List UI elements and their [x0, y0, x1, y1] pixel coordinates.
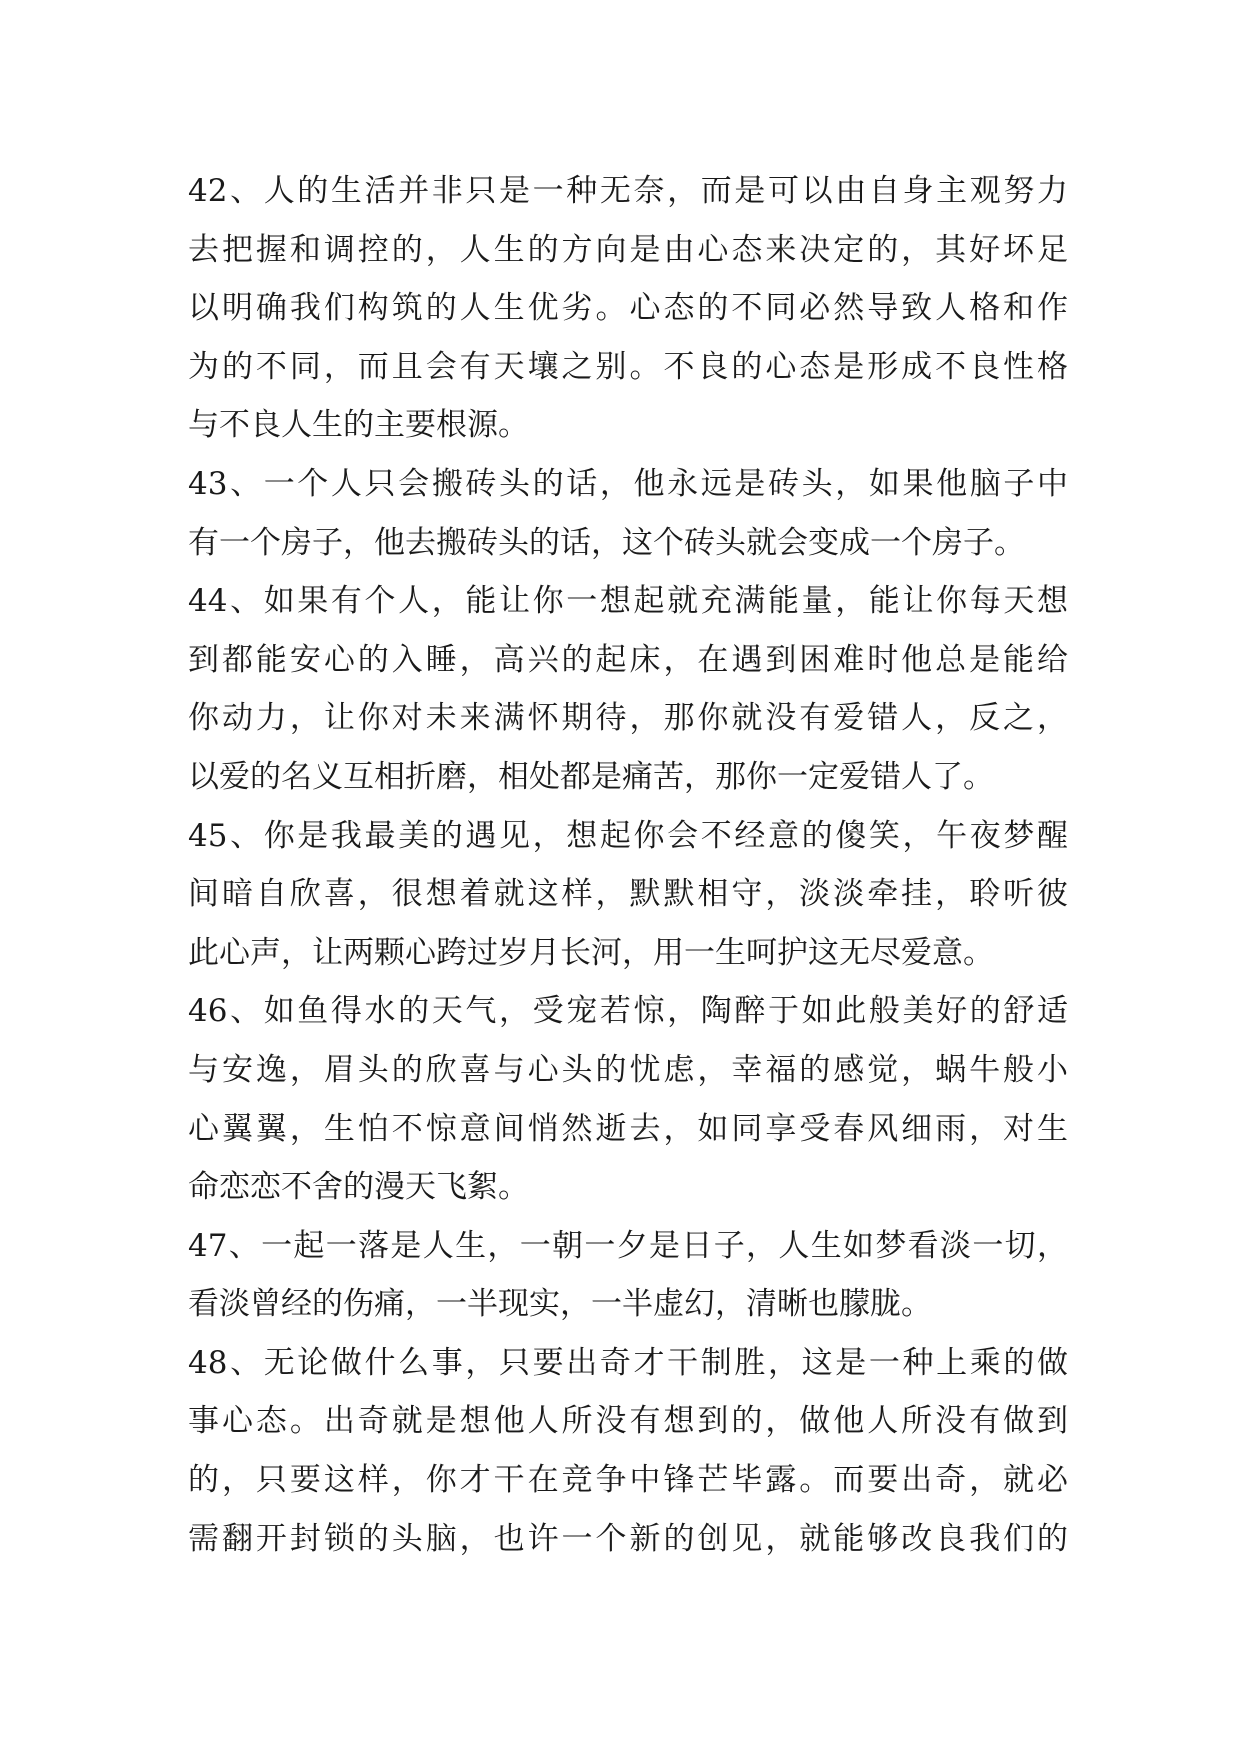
paragraph-43: [188, 455, 1068, 572]
text-line: 43、一个人只会搬砖头的话，他永远是砖头，如果他脑子中: [188, 465, 1068, 502]
text-line: 为的不同，而且会有天壤之别。不良的心态是形成不良性格: [188, 348, 1068, 385]
text-line: 去把握和调控的，人生的方向是由心态来决定的，其好坏足: [188, 231, 1068, 268]
text-line: 心翼翼，生怕不惊意间悄然逝去，如同享受春风细雨，对生: [188, 1110, 1068, 1147]
text-line: 事心态。出奇就是想他人所没有想到的，做他人所没有做到: [188, 1403, 1068, 1440]
text-line: 以爱的名义互相折磨，相处都是痛苦，那你一定爱错人了。: [188, 758, 994, 795]
paragraph-45: [188, 807, 1068, 983]
paragraph-44: [188, 572, 1068, 806]
text-line: 此心声，让两颗心跨过岁月长河，用一生呵护这无尽爱意。: [188, 934, 994, 971]
text-line: 命恋恋不舍的漫天飞絮。: [188, 1169, 529, 1206]
text-line: 以明确我们构筑的人生优劣。心态的不同必然导致人格和作: [188, 290, 1068, 327]
text-line: 需翻开封锁的头脑，也许一个新的创见，就能够改良我们的: [188, 1520, 1068, 1557]
paragraph-47: [188, 1217, 1068, 1334]
text-line: 与不良人生的主要根源。: [188, 407, 529, 444]
text-line: 你动力，让你对未来满怀期待，那你就没有爱错人，反之，: [188, 700, 1068, 737]
text-line: 46、如鱼得水的天气，受宠若惊，陶醉于如此般美好的舒适: [188, 993, 1068, 1030]
text-line: 44、如果有个人，能让你一想起就充满能量，能让你每天想: [188, 583, 1068, 620]
text-line: 与安逸，眉头的欣喜与心头的忧虑，幸福的感觉，蜗牛般小: [188, 1051, 1068, 1088]
text-line: 的，只要这样，你才干在竞争中锋芒毕露。而要出奇，就必: [188, 1462, 1068, 1499]
text-line: 到都能安心的入睡，高兴的起床，在遇到困难时他总是能给: [188, 641, 1068, 678]
text-line: 42、人的生活并非只是一种无奈，而是可以由自身主观努力: [188, 173, 1068, 209]
text-line: 48、无论做什么事，只要出奇才干制胜，这是一种上乘的做: [188, 1344, 1068, 1381]
document-body: [188, 162, 1068, 1568]
text-line: 间暗自欣喜，很想着就这样，默默相守，淡淡牵挂，聆听彼: [188, 876, 1068, 913]
text-line: 看淡曾经的伤痛，一半现实，一半虚幻，清晰也朦胧。: [188, 1286, 932, 1323]
paragraph-48: [188, 1334, 1068, 1568]
paragraph-42: [188, 162, 1068, 455]
paragraph-46: [188, 982, 1068, 1216]
text-line: 45、你是我最美的遇见，想起你会不经意的傻笑，午夜梦醒: [188, 817, 1068, 854]
text-line: 有一个房子，他去搬砖头的话，这个砖头就会变成一个房子。: [188, 524, 1025, 561]
text-line: 47、一起一落是人生，一朝一夕是日子，人生如梦看淡一切，: [188, 1227, 1068, 1264]
